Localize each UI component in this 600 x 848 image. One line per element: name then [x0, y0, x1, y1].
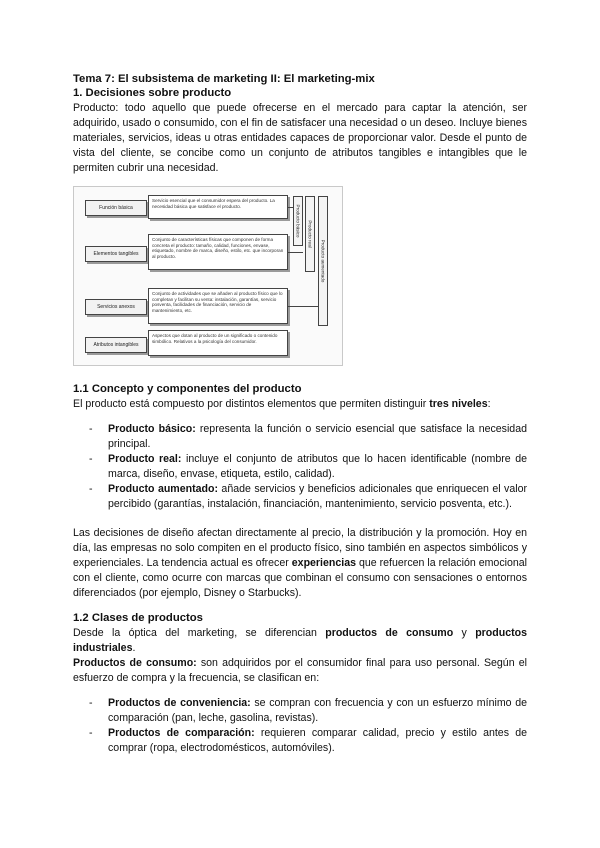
list-item: - Producto real: incluye el conjunto de atributos que lo hacen identificable (nombre de marca, diseño, envase, etiqueta, estilo, calidad).	[89, 453, 527, 480]
diagram-desc-elementos-tangibles: Conjunto de características físicas que componen de forma concreta el producto: tamaño, calidad, funciones, envase, etiquetado, nombre de marca, diseño, estilo, etc. que incorporan al producto.	[148, 234, 288, 270]
section-1-2-paragraph-1: Desde la óptica del marketing, se diferencian productos de consumo y productos industriales.	[73, 627, 527, 654]
diagram-bar-producto-basico: Producto básico	[293, 196, 303, 246]
section-1-1-paragraph-2: Las decisiones de diseño afectan directamente al precio, la distribución y la promoción. Hoy en día, las empresas no solo compiten en el producto físico, sino también en aspectos simbólicos y experienciales. La tendencia actual es ofrecer experiencias que refuercen la relación emocional con el cliente, como ocurre con marcas que combinan el consumo con sensaciones o entornos diferenciados (por ejemplo, Disney o Starbucks).	[73, 527, 528, 599]
section-1-heading: 1. Decisiones sobre producto	[73, 87, 232, 99]
section-1-paragraph: Producto: todo aquello que puede ofrecerse en el mercado para captar la atención, ser adquirido, usado o consumido, con el fin de satisfacer una necesidad o un deseo. Incluye bienes materiales, servicios, ideas u otras entidades capaces de proporcionar valor. Desde el punto de vista del cliente, se concibe como un conjunto de atributos tangibles e intangibles que le permiten cubrir una necesidad.	[73, 102, 527, 174]
consumer-products-list	[73, 696, 527, 756]
section-1-2-heading: 1.2 Clases de productos	[73, 612, 203, 624]
product-levels-diagram	[73, 186, 343, 366]
document-title: Tema 7: El subsistema de marketing II: El marketing-mix	[73, 73, 375, 85]
section-1-2-paragraph-2: Productos de consumo: son adquiridos por el consumidor final para uso personal. Según el esfuerzo de compra y la frecuencia, se clasifican en:	[73, 657, 527, 684]
diagram-desc-atributos-intangibles: Aspectos que dotan al producto de un significado o contenido simbólico. Relativos a la psicología del consumidor.	[148, 330, 288, 356]
list-item: - Productos de conveniencia: se compran con frecuencia y con un esfuerzo mínimo de comparación (pan, leche, gasolina, revistas).	[89, 697, 527, 724]
diagram-label-servicios-anexos: Servicios anexos	[85, 299, 147, 315]
list-item: - Producto aumentado: añade servicios y beneficios adicionales que enriquecen el valor percibido (garantías, instalación, financiación, mantenimiento, servicio posventa, etc.).	[89, 483, 527, 510]
diagram-bar-producto-aumentado: Producto aumentado	[318, 196, 328, 326]
diagram-bar-producto-real: Producto real	[305, 196, 315, 272]
diagram-label-elementos-tangibles: Elementos tangibles	[85, 246, 147, 262]
diagram-desc-servicios-anexos: Conjunto de actividades que se añaden al producto físico que lo completan y facilitan su venta: instalación, garantías, servicio posventa, facilidades de financiación, servicio de mantenimiento, etc.	[148, 288, 288, 324]
diagram-desc-funcion-basica: Servicio esencial que el consumidor espera del producto. La necesidad básica que satisface el producto.	[148, 195, 288, 219]
list-item: - Productos de comparación: requieren comparar calidad, precio y estilo antes de comprar (ropa, electrodomésticos, automóviles).	[89, 727, 527, 754]
product-levels-list	[73, 422, 527, 512]
section-1-1-intro: El producto está compuesto por distintos elementos que permiten distinguir tres niveles:	[73, 398, 491, 410]
list-item: - Producto básico: representa la función o servicio esencial que satisface la necesidad principal.	[89, 423, 527, 450]
diagram-label-atributos-intangibles: Atributos intangibles	[85, 337, 147, 353]
document-page	[73, 72, 527, 756]
section-1-1-heading: 1.1 Concepto y componentes del producto	[73, 383, 302, 395]
diagram-label-funcion-basica: Función básica	[85, 200, 147, 216]
